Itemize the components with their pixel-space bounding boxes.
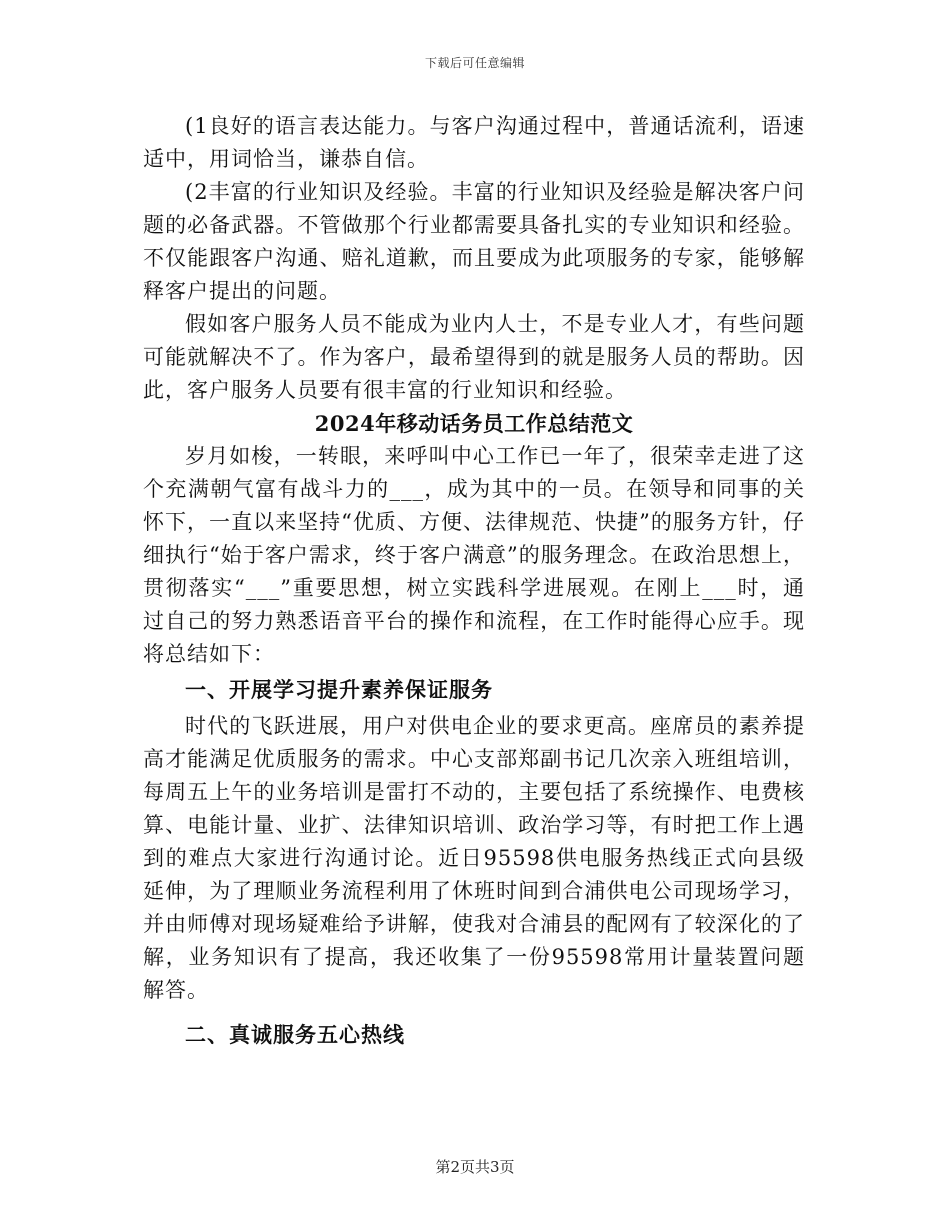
section-heading-1: 一、开展学习提升素养保证服务 — [185, 677, 493, 702]
document-body — [143, 110, 805, 1053]
paragraph-professional-staff: 假如客户服务人员不能成为业内人士，不是专业人才，有些问题可能就解决不了。作为客户，最希望得到的就是服务人员的帮助。因此，客户服务人员要有很丰富的行业知识和经验。 — [143, 312, 805, 402]
page-header-note: 下载后可任意编辑 — [424, 56, 525, 70]
paragraph-section1-body: 时代的飞跃进展，用户对供电企业的要求更高。座席员的素养提高才能满足优质服务的需求。中心支部郑副书记几次亲入班组培训，每周五上午的业务培训是雷打不动的，主要包括了系统操作、电费核算、电能计量、业扩、法律知识培训、政治学习等，有时把工作上遇到的难点大家进行沟通讨论。近日95598供电服务热线正式向县级延伸，为了理顺业务流程利用了休班时间到合浦供电公司现场学习，并由师傅对现场疑难给予讲解，使我对合浦县的配网有了较深化的了解，业务知识有了提高，我还收集了一份95598常用计量装置问题解答。 — [143, 714, 805, 1002]
paragraph-language-ability: (1良好的语言表达能力。与客户沟通过程中，普通话流利，语速适中，用词恰当，谦恭自信。 — [143, 114, 805, 171]
document-title: 2024年移动话务员工作总结范文 — [314, 411, 634, 436]
paragraph-intro: 岁月如梭，一转眼，来呼叫中心工作已一年了，很荣幸走进了这个充满朝气富有战斗力的___，成为其中的一员。在领导和同事的关怀下，一直以来坚持“优质、方便、法律规范、快捷”的服务方针，仔细执行“始于客户需求，终于客户满意”的服务理念。在政治思想上，贯彻落实“___”重要思想，树立实践科学进展观。在刚上___时，通过自己的努力熟悉语音平台的操作和流程，在工作时能得心应手。现将总结如下： — [143, 444, 805, 666]
page-number: 第2页共3页 — [435, 1158, 515, 1176]
paragraph-industry-knowledge: (2丰富的行业知识及经验。丰富的行业知识及经验是解决客户问题的必备武器。不管做那个行业都需要具备扎实的专业知识和经验。不仅能跟客户沟通、赔礼道歉，而且要成为此项服务的专家，能够解释客户提出的问题。 — [143, 180, 805, 303]
section-heading-2: 二、真诚服务五心热线 — [185, 1022, 405, 1047]
